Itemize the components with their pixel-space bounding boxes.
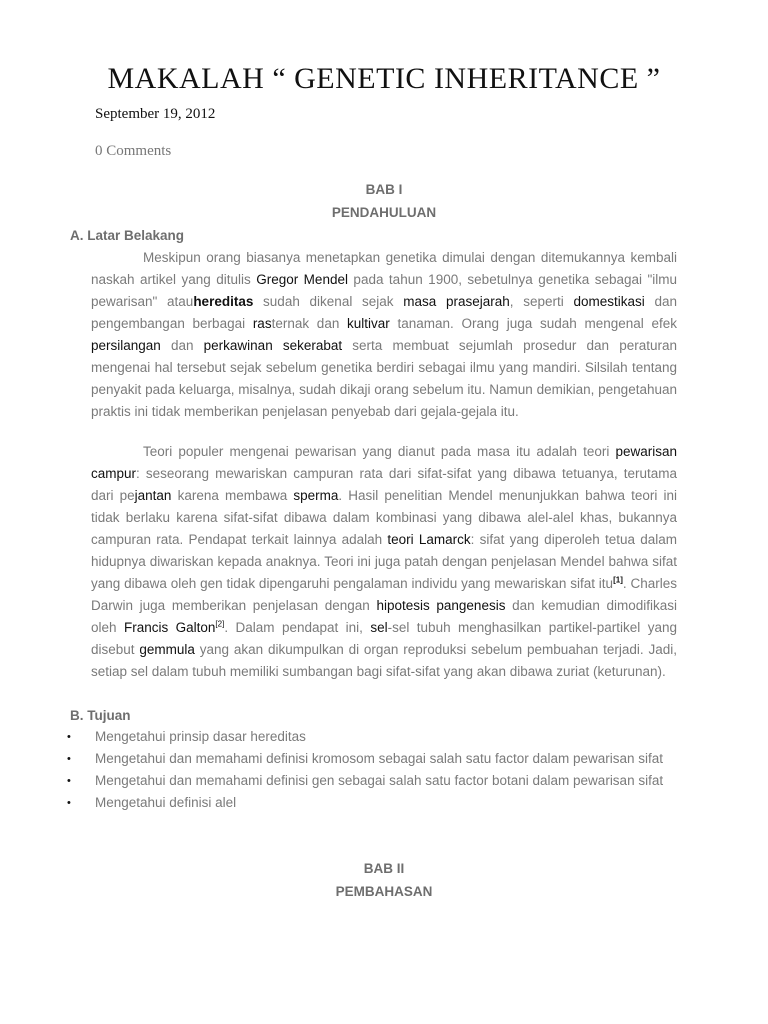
link-francis-galton[interactable]: Francis Galton <box>123 620 216 635</box>
link-persilangan[interactable]: persilangan <box>91 338 161 353</box>
chapter-label: BAB I <box>365 182 403 197</box>
bullet-icon: • <box>67 797 71 809</box>
paragraph-latar-belakang-2: Teori populer mengenai pewarisan yang dianut pada masa itu adalah teori pewarisan campur: seseorang mewariskan campuran rata dari sifat-sifat yang dibawa tetuanya, terutama dari pejantan karena membawa sperma. Hasil penelitian Mendel menunjukkan bahwa teori ini tidak berlaku karena sifat-sifat dibawa dalam kombinasi yang dibawa alel-alel khas, bukannya campuran rata. Pendapat terkait lainnya adalah teori Lamarck: sifat yang diperoleh tetua dalam hidupnya diwariskan kepada anaknya. Teori ini juga patah dengan penjelasan Mendel bahwa sifat yang dibawa oleh gen tidak dipengaruhi pengalaman individu yang mewariskan sifat itu[1]. Charles Darwin juga memberikan penjelasan dengan hipotesis pangenesis dan kemudian dimodifikasi oleh Francis Galton[2]. Dalam pendapat ini, sel-sel tubuh menghasilkan partikel-partikel yang disebut gemmula yang akan dikumpulkan di organ reproduksi sebelum pembuahan terjadi. Jadi, setiap sel dalam tubuh memiliki sumbangan bagi sifat-sifat yang akan dibawa zuriat (keturunan). <box>91 444 678 679</box>
post-date: September 19, 2012 <box>95 106 216 122</box>
section-heading-tujuan: B. Tujuan <box>70 708 131 723</box>
link-gregor-mendel[interactable]: Gregor Mendel <box>256 272 348 287</box>
link-pewarisan-campur[interactable]: pewarisan campur <box>91 444 677 481</box>
bullet-icon: • <box>67 775 71 787</box>
comments-count-link[interactable]: 0 Comments <box>95 143 172 159</box>
footnote-ref-1[interactable]: [1] <box>613 575 623 585</box>
chapter-title: PEMBAHASAN <box>335 884 433 899</box>
bullet-icon: • <box>67 731 71 743</box>
section-heading-latar-belakang: A. Latar Belakang <box>70 228 185 243</box>
link-jantan[interactable]: jantan <box>134 488 172 503</box>
chapter-label: BAB II <box>363 861 405 876</box>
chapter-title: PENDAHULUAN <box>331 205 437 220</box>
link-ras[interactable]: ras <box>252 316 272 331</box>
list-item: • Mengetahui dan memahami definisi gen sebagai salah satu factor botani dalam pewarisan sifat <box>66 770 680 792</box>
link-sel[interactable]: sel <box>370 620 388 635</box>
list-item: • Mengetahui prinsip dasar hereditas <box>66 726 680 748</box>
link-domestikasi[interactable]: domestikasi <box>573 294 645 309</box>
list-item: • Mengetahui dan memahami definisi kromosom sebagai salah satu factor dalam pewarisan sifat <box>66 748 680 770</box>
link-kultivar[interactable]: kultivar <box>347 316 390 331</box>
link-masa-prasejarah[interactable]: masa prasejarah <box>403 294 510 309</box>
objectives-list <box>66 726 680 814</box>
link-teori-lamarck[interactable]: teori Lamarck <box>387 532 471 547</box>
bullet-icon: • <box>67 753 71 765</box>
link-sperma[interactable]: sperma <box>293 488 339 503</box>
link-hereditas[interactable]: hereditas <box>193 294 254 309</box>
link-gemmula[interactable]: gemmula <box>139 642 195 657</box>
page-title: MAKALAH “ GENETIC INHERITANCE ” <box>107 62 661 95</box>
link-hipotesis-pangenesis[interactable]: hipotesis pangenesis <box>376 598 506 613</box>
footnote-ref-2[interactable]: [2] <box>215 619 225 629</box>
list-item: • Mengetahui definisi alel <box>66 792 680 814</box>
paragraph-latar-belakang-1: Meskipun orang biasanya menetapkan genetika dimulai dengan ditemukannya kembali naskah artikel yang ditulis Gregor Mendel pada tahun 1900, sebetulnya genetika sebagai "ilmu pewarisan" atauhereditas sudah dikenal sejak masa prasejarah, seperti domestikasi dan pengembangan berbagai rasternak dan kultivar tanaman. Orang juga sudah mengenal efek persilangan dan perkawinan sekerabat serta membuat sejumlah prosedur dan peraturan mengenai hal tersebut sejak sebelum genetika berdiri sebagai ilmu yang mandiri. Silsilah tentang penyakit pada keluarga, misalnya, sudah dikaji orang sebelum itu. Namun demikian, pengetahuan praktis ini tidak memberikan penjelasan penyebab dari gejala-gejala itu. <box>91 250 677 419</box>
link-perkawinan-sekerabat[interactable]: perkawinan sekerabat <box>203 338 343 353</box>
